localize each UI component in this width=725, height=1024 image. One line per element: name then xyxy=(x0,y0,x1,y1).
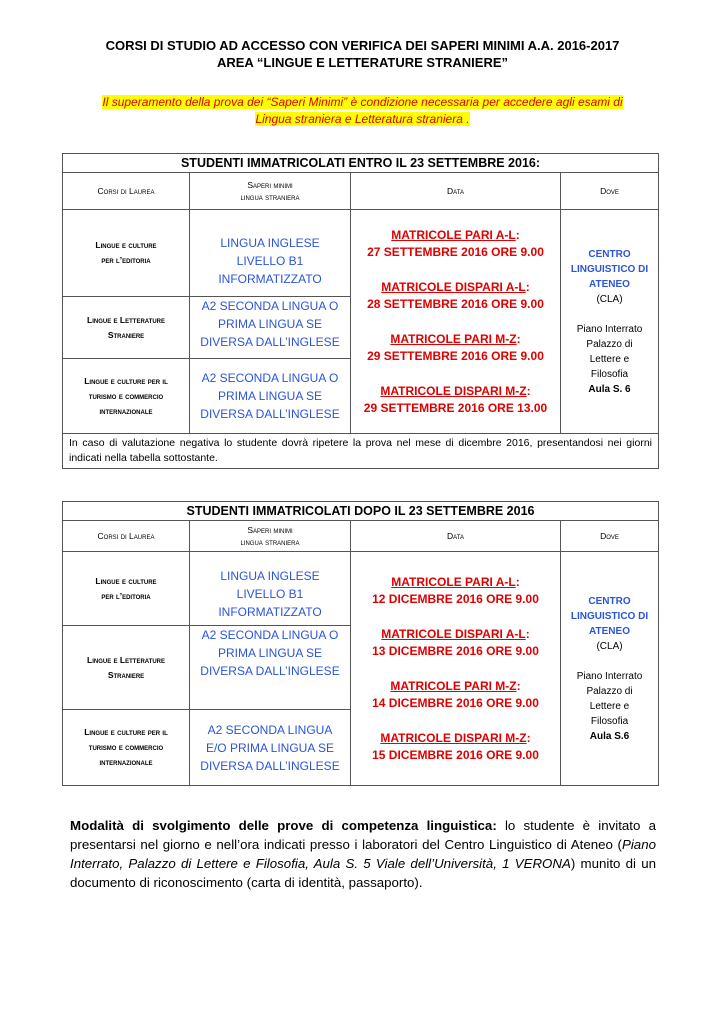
location-cell: CENTRO LINGUISTICO DI ATENEO (CLA) Piano Interrato Palazzo di Lettere e Filosofia Aula S. 6 xyxy=(561,210,659,434)
column-header-data: Data xyxy=(351,521,561,552)
note: In caso di valutazione negativa lo studente dovrà ripetere la prova nel mese di dicembre 2016, presentandosi nei giorni indicati nella tabella sottostante. xyxy=(63,434,659,469)
column-header-data: Data xyxy=(351,173,561,210)
course-name: Lingue e culture per l’editoria xyxy=(63,210,190,297)
notice-line-1: Il superamento della prova dei “Saperi Minimi” è condizione necessaria per accedere agli esami di xyxy=(102,95,623,109)
schedule-table-after xyxy=(62,501,659,786)
location-cell: CENTRO LINGUISTICO DI ATENEO (CLA) Piano Interrato Palazzo di Lettere e Filosofia Aula S.6 xyxy=(561,552,659,786)
column-header-corsi: Corsi di Laurea xyxy=(63,521,190,552)
page-title: CORSI DI STUDIO AD ACCESSO CON VERIFICA DEI SAPERI MINIMI A.A. 2016-2017 xyxy=(105,38,620,53)
page-subtitle: AREA “LINGUE E LETTERATURE STRANIERE” xyxy=(216,55,509,70)
instructions-paragraph: Modalità di svolgimento delle prove di competenza linguistica: lo studente è invitato a presentarsi nel giorno e nell’ora indicati presso i laboratori del Centro Linguistico di Ateneo (Piano Interrato, Palazzo di Lettere e Filosofia, Aula S. 5 Viale dell’Università, 1 VERONA) munito di un documento di riconoscimento (carta di identità, passaporto). xyxy=(70,818,656,890)
notice-line-2: Lingua straniera e Letteratura straniera . xyxy=(255,112,470,126)
saperi-cell: A2 SECONDA LINGUA O PRIMA LINGUA SE DIVERSA DALL’INGLESE xyxy=(190,359,351,434)
saperi-cell: A2 SECONDA LINGUA O PRIMA LINGUA SE DIVERSA DALL’INGLESE xyxy=(190,626,351,710)
column-header-dove: Dove xyxy=(561,173,659,210)
saperi-cell: A2 SECONDA LINGUA E/O PRIMA LINGUA SE DIVERSA DALL’INGLESE xyxy=(190,710,351,786)
course-name: Lingue e Letterature Straniere xyxy=(63,297,190,359)
column-header-dove: Dove xyxy=(561,521,659,552)
dates-cell: MATRICOLE PARI A-L: 12 DICEMBRE 2016 ORE 9.00 MATRICOLE DISPARI A-L: 13 DICEMBRE 2016 ORE 9.00 MATRICOLE PARI M-Z: 14 DICEMBRE 2016 ORE 9.00 MATRICOLE DISPARI M-Z: 15 DICEMBRE 2016 ORE 9.00 xyxy=(351,552,561,786)
column-header-saperi: Saperi minimi lingua straniera xyxy=(190,173,351,210)
saperi-cell: LINGUA INGLESE LIVELLO B1 INFORMATIZZATO xyxy=(190,210,351,297)
table-title: STUDENTI IMMATRICOLATI DOPO IL 23 SETTEMBRE 2016 xyxy=(63,502,659,521)
course-name: Lingue e Letterature Straniere xyxy=(63,626,190,710)
saperi-cell: LINGUA INGLESE LIVELLO B1 INFORMATIZZATO xyxy=(190,552,351,626)
schedule-table-before xyxy=(62,153,659,469)
table-title: STUDENTI IMMATRICOLATI ENTRO IL 23 SETTEMBRE 2016: xyxy=(63,154,659,173)
notice xyxy=(60,94,665,128)
saperi-cell: A2 SECONDA LINGUA O PRIMA LINGUA SE DIVERSA DALL’INGLESE xyxy=(190,297,351,359)
column-header-corsi: Corsi di Laurea xyxy=(63,173,190,210)
course-name: Lingue e culture per il turismo e commercio internazionale xyxy=(63,359,190,434)
course-name: Lingue e culture per il turismo e commercio internazionale xyxy=(63,710,190,786)
location-address: Piano Interrato, Palazzo di Lettere e Filosofia, Aula S. 5 Viale dell’Università, 1 VERONA xyxy=(70,837,656,871)
instructions-heading: Modalità di svolgimento delle prove di competenza linguistica: xyxy=(70,818,497,833)
dates-cell: MATRICOLE PARI A-L: 27 SETTEMBRE 2016 ORE 9.00 MATRICOLE DISPARI A-L: 28 SETTEMBRE 2016 ORE 9.00 MATRICOLE PARI M-Z: 29 SETTEMBRE 2016 ORE 9.00 MATRICOLE DISPARI M-Z: 29 SETTEMBRE 2016 ORE 13.00 xyxy=(351,210,561,434)
course-name: Lingue e culture per l’editoria xyxy=(63,552,190,626)
column-header-saperi: Saperi minimi lingua straniera xyxy=(190,521,351,552)
